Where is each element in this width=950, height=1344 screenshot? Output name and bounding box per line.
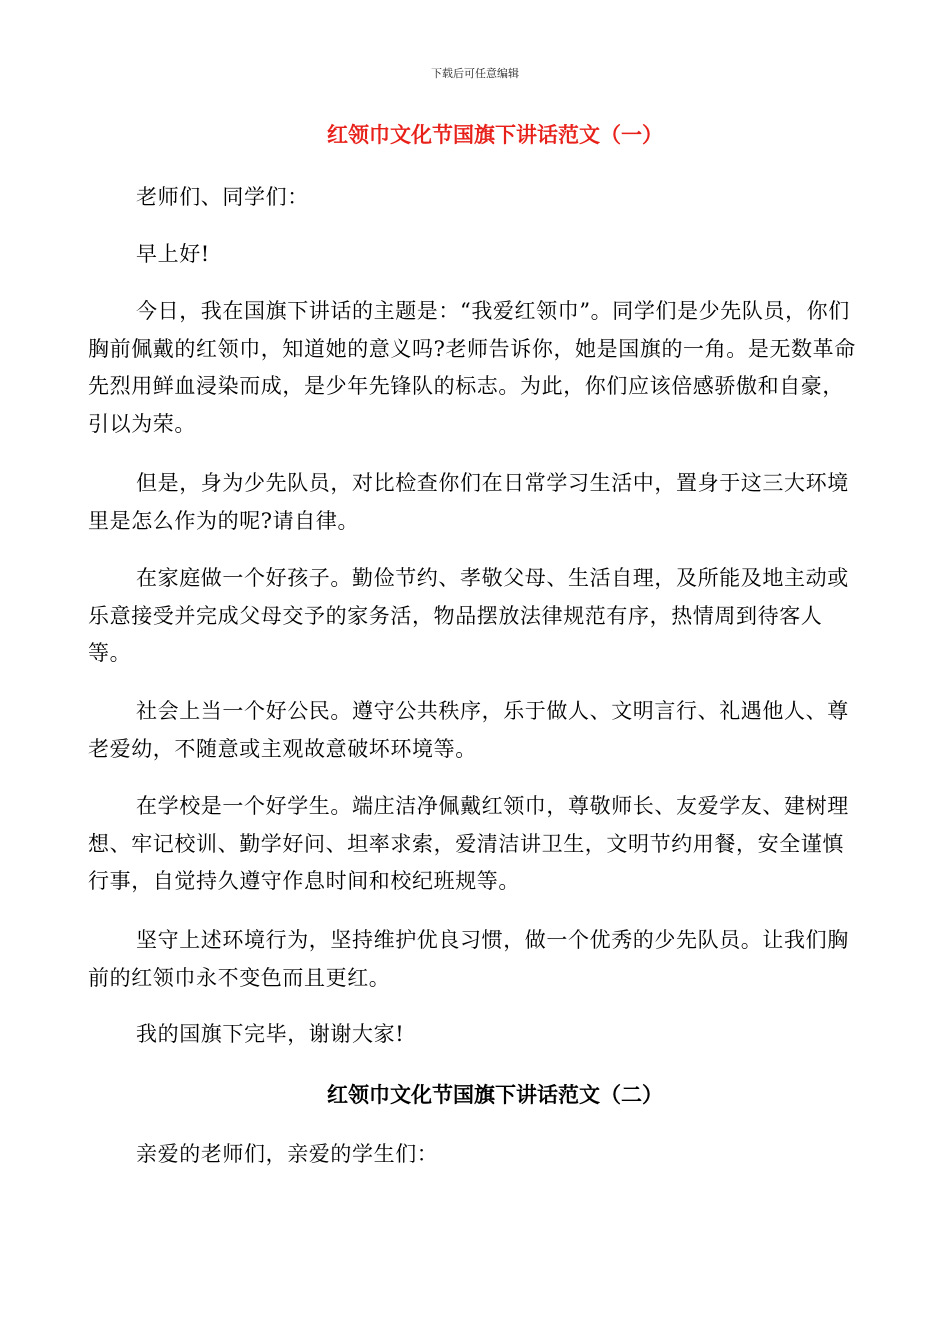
- paragraph-theme: 今日，我在国旗下讲话的主题是：“我爱红领巾”。同学们是少先队员，你们胸前佩戴的红领巾，知道她的意义吗?老师告诉你，她是国旗的一角。是无数革命先烈用鲜血浸染而成，是少年先锋队的标志。为此，你们应该倍感骄傲和自豪，引以为荣。: [88, 299, 856, 436]
- paragraph-persist: 坚守上述环境行为，坚持维护优良习惯，做一个优秀的少先队员。让我们胸前的红领巾永不变色而且更红。: [88, 928, 849, 990]
- paragraph-self-check: 但是，身为少先队员，对比检查你们在日常学习生活中，置身于这三大环境里是怎么作为的呢?请自律。: [88, 471, 849, 533]
- paragraph-closing: 我的国旗下完毕，谢谢大家!: [136, 1022, 405, 1046]
- article-2-title: 红领巾文化节国旗下讲话范文（二）: [327, 1082, 663, 1107]
- paragraph-article-2-greeting: 亲爱的老师们，亲爱的学生们：: [136, 1142, 439, 1166]
- article-1-title: 红领巾文化节国旗下讲话范文（一）: [327, 122, 663, 147]
- paragraph-family: 在家庭做一个好孩子。勤俭节约、孝敬父母、生活自理，及所能及地主动或乐意接受并完成父母交予的家务活，物品摆放法律规范有序，热情周到待客人等。: [88, 566, 849, 665]
- paragraph-greeting: 老师们、同学们：: [136, 185, 309, 209]
- paragraph-school: 在学校是一个好学生。端庄洁净佩戴红领巾，尊敬师长、友爱学友、建树理想、牢记校训、勤学好问、坦率求索，爱清洁讲卫生，文明节约用餐，安全谨慎行事，自觉持久遵守作息时间和校纪班规等。: [88, 794, 849, 893]
- header-note: 下载后可任意编辑: [431, 67, 519, 80]
- paragraph-good-morning: 早上好!: [136, 242, 210, 266]
- paragraph-society: 社会上当一个好公民。遵守公共秩序，乐于做人、文明言行、礼遇他人、尊老爱幼，不随意或主观故意破坏环境等。: [88, 699, 849, 761]
